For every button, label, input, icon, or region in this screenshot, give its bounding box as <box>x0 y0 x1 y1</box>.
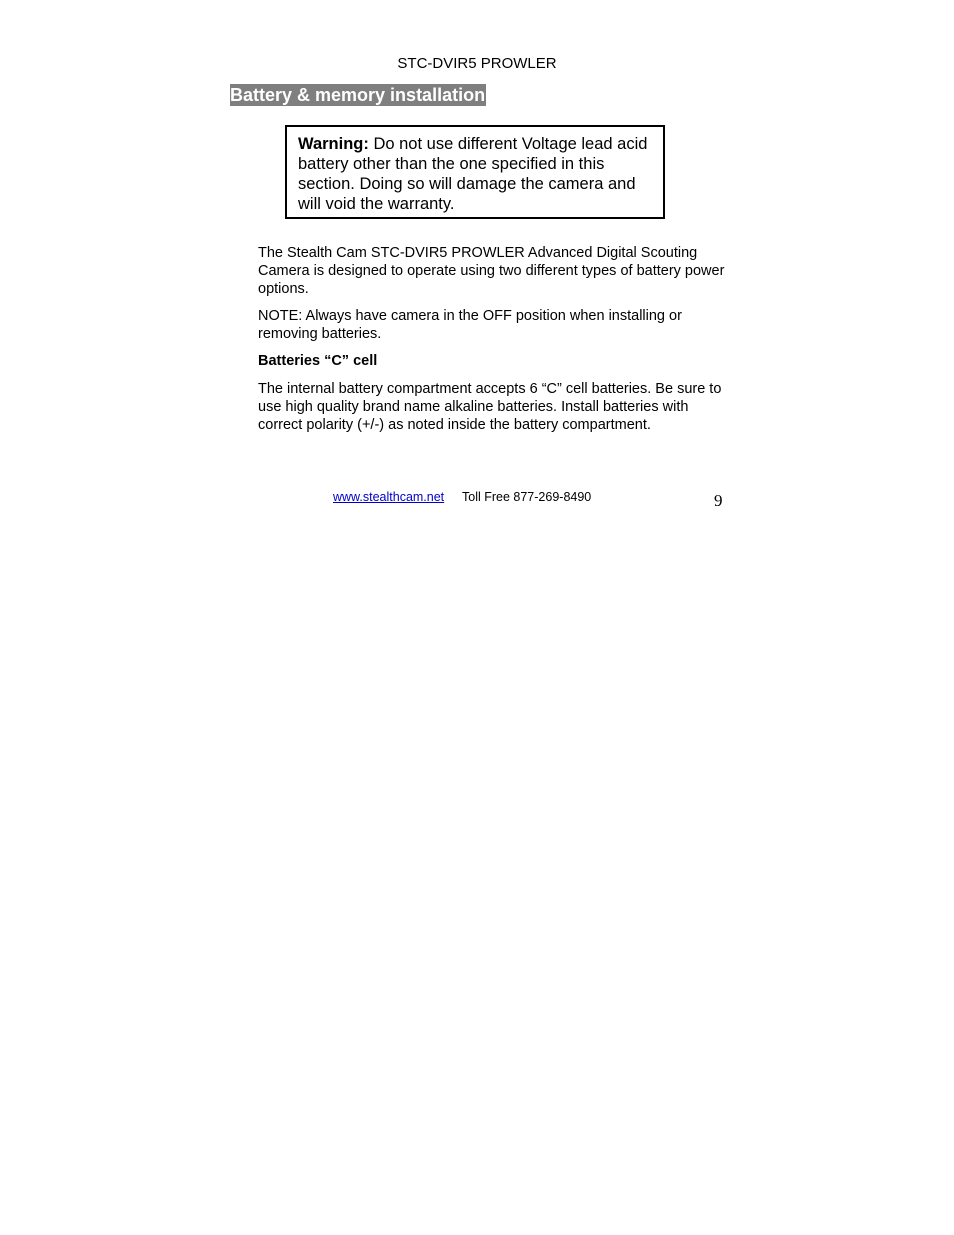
intro-paragraph: The Stealth Cam STC-DVIR5 PROWLER Advanced Digital Scouting Camera is designed to operate using two different types of battery power options. <box>258 245 725 297</box>
warning-label: Warning: <box>298 135 369 153</box>
warning-text: Do not use different Voltage lead acid battery other than the one specified in this section. Doing so will damage the camera and will void the warranty. <box>298 135 648 213</box>
note-paragraph: NOTE: Always have camera in the OFF position when installing or removing batteries. <box>258 308 682 342</box>
page-number: 9 <box>714 491 723 510</box>
warning-box <box>285 125 665 219</box>
document-header-title: STC-DVIR5 PROWLER <box>397 55 557 72</box>
website-link[interactable]: www.stealthcam.net <box>333 490 445 504</box>
c-cell-subheading: Batteries “C” cell <box>258 353 378 369</box>
section-title: Battery & memory installation <box>230 85 486 105</box>
toll-free-phone: Toll Free 877-269-8490 <box>462 490 592 504</box>
c-cell-paragraph: The internal battery compartment accepts 6 “C” cell batteries. Be sure to use high quality brand name alkaline batteries. Install batteries with correct polarity (+/-) as noted inside the battery compartment. <box>258 381 722 433</box>
